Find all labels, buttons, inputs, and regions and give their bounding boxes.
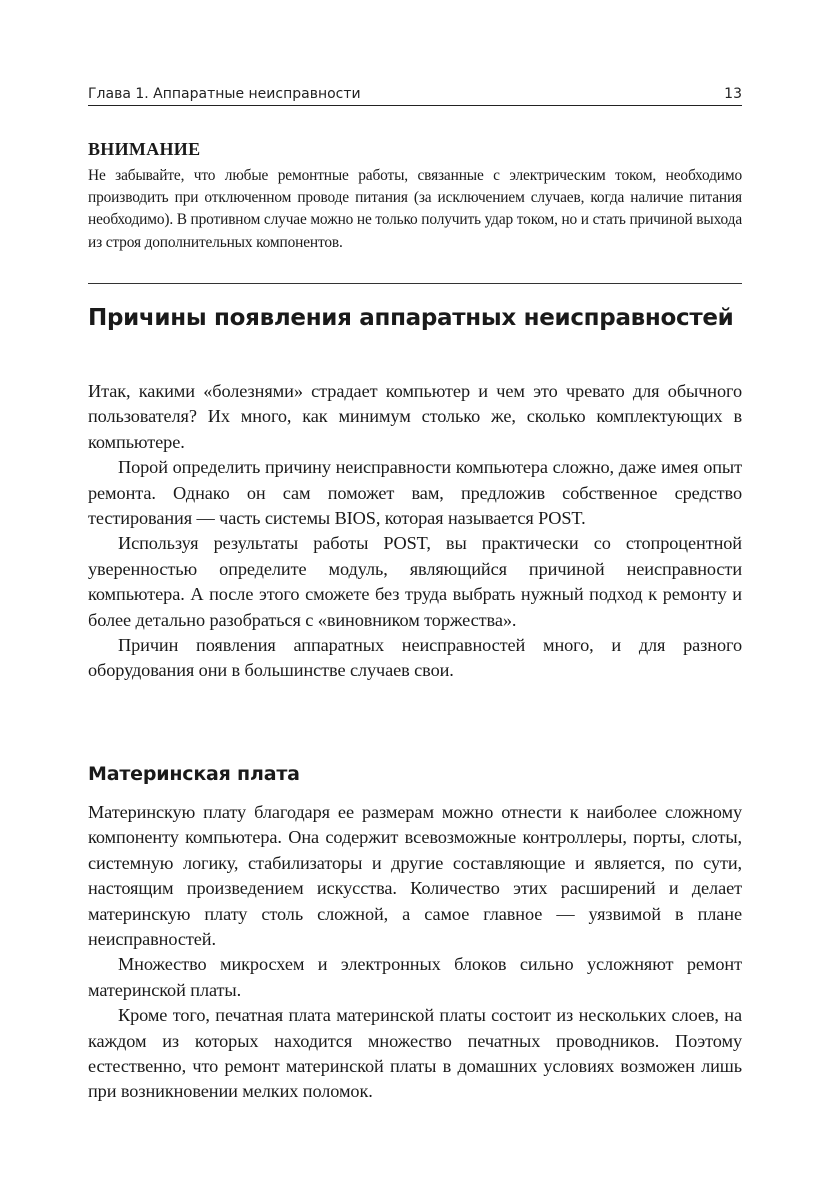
paragraph: Порой определить причину неисправности компьютера сложно, даже имея опыт ремонта. Однако он сам поможет вам, предложив собственное средство тестирования — часть системы BIOS, которая называется POST. <box>88 457 742 529</box>
page-number: 13 <box>724 86 742 102</box>
paragraph: Кроме того, печатная плата материнской платы состоит из нескольких слоев, на каждом из которых находится множество печатных проводников. Поэтому естественно, что ремонт материнской платы в домашних условиях возможен лишь при возникновении мелких поломок. <box>88 1005 742 1102</box>
notice-divider <box>88 283 742 284</box>
notice-title: ВНИМАНИЕ <box>88 139 201 159</box>
paragraph: Множество микросхем и электронных блоков сильно усложняют ремонт материнской платы. <box>88 954 742 1000</box>
running-header <box>88 78 742 106</box>
subsection-body <box>88 800 742 1105</box>
paragraph: Итак, какими «болезнями» страдает компьютер и чем это чревато для обычного пользователя? Их много, как минимум столько же, сколько комплектующих в компьютере. <box>88 381 742 452</box>
paragraph: Материнскую плату благодаря ее размерам можно отнести к наиболее сложному компоненту компьютера. Она содержит всевозможные контроллеры, порты, слоты, системную логику, стабилизаторы и другие составляющие и является, по сути, настоящим произведением искусства. Количество этих расширений и делает материнскую плату столь сложной, а самое главное — уязвимой в плане неисправностей. <box>88 802 742 950</box>
paragraph: Причин появления аппаратных неисправностей много, и для разного оборудования они в большинстве случаев свои. <box>88 635 742 681</box>
section-title: Причины появления аппаратных неисправностей <box>88 305 734 331</box>
section-body <box>88 379 742 684</box>
chapter-title: Глава 1. Аппаратные неисправности <box>88 86 361 102</box>
notice-text: Не забывайте, что любые ремонтные работы, связанные с электрическим током, необходимо производить при отключенном проводе питания (за исключением случаев, когда наличие питания необходимо). В противном случае можно не только получить удар током, но и стать причиной выхода из строя дополнительных компонентов. <box>88 167 742 251</box>
warning-notice <box>88 137 742 254</box>
subsection-title: Материнская плата <box>88 763 300 785</box>
paragraph: Используя результаты работы POST, вы практически со стопроцентной уверенностью определите модуль, являющийся причиной неисправности компьютера. А после этого сможете без труда выбрать нужный подход к ремонту и более детально разобраться с «виновником торжества». <box>88 533 742 630</box>
